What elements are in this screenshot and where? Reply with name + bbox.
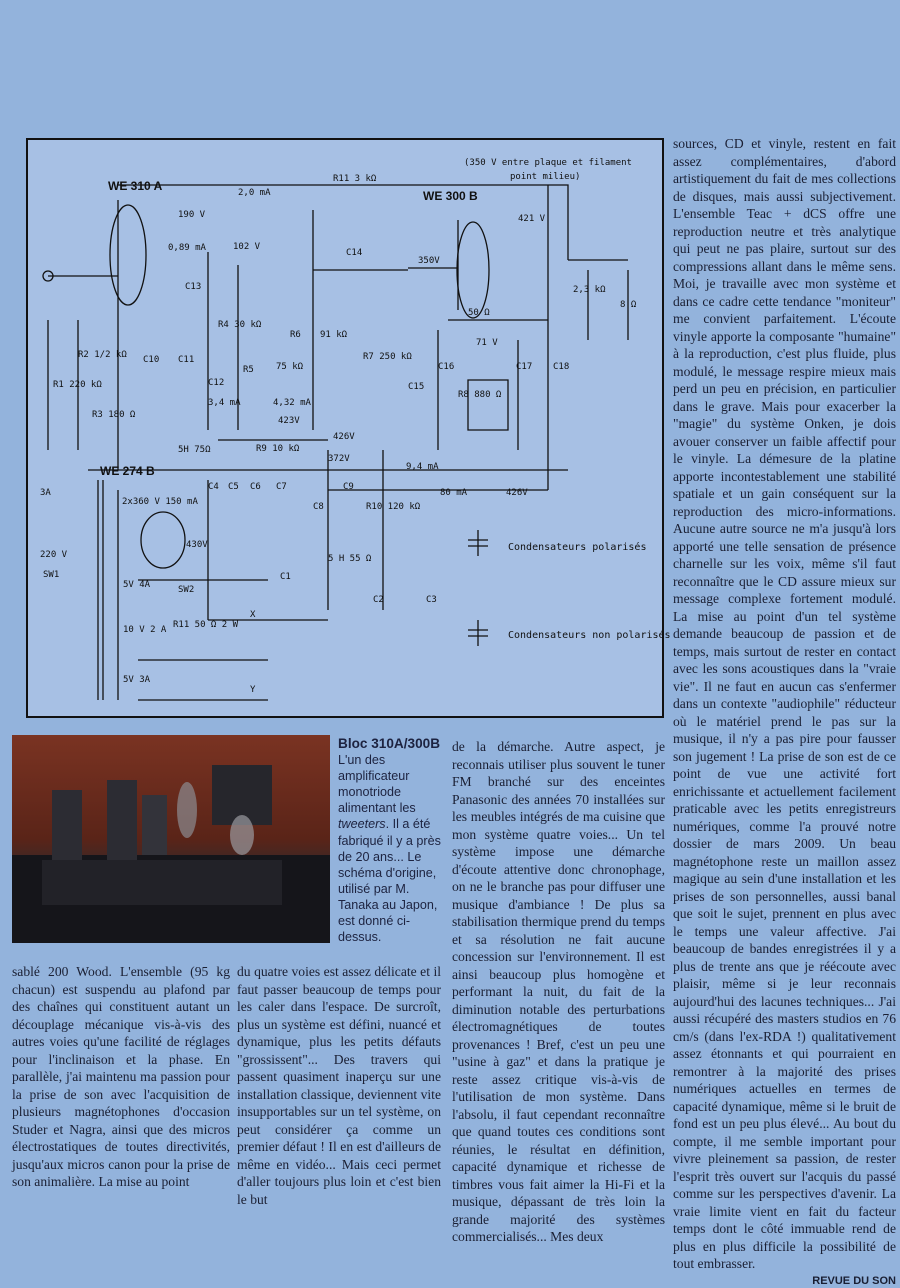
component-label: R11 50 Ω 2 W	[173, 620, 239, 630]
article-column-right	[673, 135, 896, 1273]
voltage-label: 421 V	[518, 214, 546, 224]
caption-italic: tweeters	[338, 817, 386, 832]
voltage-label: 102 V	[233, 242, 261, 252]
article-column-left	[12, 963, 230, 1191]
component-label: R7 250 kΩ	[363, 352, 412, 362]
component-label: SW2	[178, 585, 195, 595]
component-label: C2	[373, 595, 384, 605]
paragraph: du quatre voies est assez délicate et il faut passer beaucoup de temps pour les caler dans l'espace. De surcroît, plus un système est défini, nuancé et dynamique, plus les petits défauts "grossissent"... Des travers qui passent quasiment inaperçu sur une installation classique, deviennent vite insupportables sur un tel système, on peut considérer ça comme un premier défaut ! Il en est d'ailleurs de même en vidéo... Mais ceci permet d'aller toujours plus loin et c'est bien le but	[237, 964, 441, 1207]
current-label: 4,32 mA	[273, 398, 311, 408]
voltage-label: 372V	[328, 454, 350, 464]
component-label: 3A	[40, 488, 51, 498]
component-label: C5	[228, 482, 239, 492]
component-label: C8	[313, 502, 324, 512]
caption-text-end: . Il a été fabriqué il y a près de 20 ans... Le schéma d'origine, utilisé par M. Tanaka au Japon, est donné ci-dessus.	[338, 817, 441, 945]
current-label: 2,0 mA	[238, 188, 271, 198]
voltage-label: 190 V	[178, 210, 206, 220]
component-label: C18	[553, 362, 570, 372]
voltage-label: 426V	[506, 488, 528, 498]
component-label: C12	[208, 378, 225, 388]
component-label: 50 Ω	[468, 308, 490, 318]
component-label: SW1	[43, 570, 60, 580]
amplifier-photo	[12, 735, 330, 943]
article-column-middle	[452, 738, 665, 1246]
component-label: 220 V	[40, 550, 68, 560]
caption-text: L'un des amplificateur monotriode alimentant les	[338, 753, 416, 816]
component-label: 75 kΩ	[276, 362, 304, 372]
legend-nonpolarized: Condensateurs non polarisés	[508, 630, 671, 641]
component-label: 91 kΩ	[320, 330, 348, 340]
component-label: 5V 3A	[123, 675, 151, 685]
schematic-note: (350 V entre plaque et filament	[464, 158, 632, 168]
current-label: 9,4 mA	[406, 462, 439, 472]
paragraph: sablé 200 Wood. L'ensemble (95 kg chacun) est suspendu au plafond par des chaînes qui constituent autant un découplage mécanique vis-à-vis des autres voies qu'une facilité de réglages pour l'inclinaison et la phase. En parallèle, j'ai maintenu ma passion pour la prise de son avec l'acquisition de plusieurs magnétophones d'occasion Studer et Nagra, ainsi que des micros électrostatiques de toutes directivités, jusqu'aux micros canon pour la prise de son animalière. La mise au point	[12, 964, 230, 1189]
component-label: R6	[290, 330, 301, 340]
component-label: C3	[426, 595, 437, 605]
component-label: C7	[276, 482, 287, 492]
component-label: 2,3 kΩ	[573, 285, 606, 295]
component-label: R10 120 kΩ	[366, 502, 421, 512]
paragraph: sources, CD et vinyle, restent en fait assez complémentaires, d'abord artistiquement du fait de mes collections de disques, mais aussi subjectivement. L'ensemble Teac + dCS offre une reproduction neutre et très analytique qui peut ne pas plaire, surtout sur des compressions allant dans le même sens. Moi, je travaille avec mon système et dans ce cadre cette tendance "moniteur" me convient parfaitement. L'écoute vinyle apporte la composante "humaine" à la reproduction, c'est plus fluide, plus modulé, le message respire mieux mais perd un peu en précision, en particulier dans le grave. Mais pour exacerber la "magie" du système Onken, je dois avouer conserver un faible affectif pour le vinyle. La démesure de la platine apporte incontestablement une stabilité spatiale et un gain conséquent sur la reproduction des micro-informations. Aucune autre source ne m'a jusqu'à lors apporté une telle sensation de présence charnelle sur les voix, même s'il faut reconnaître que le CD assure mieux sur message complexe fortement modulé. La mise au point d'un tel système demande beaucoup de passion et de temps, mais surtout de rester en contact avec les sons acoustiques dans la "vraie vie". Il ne faut en aucun cas s'enfermer dans un contexte "audiophile" réducteur où le matériel prend le pas sur la musique, il n'y a pas pire pour fausser son jugement ! La prise de son est de ce point de vue une activité fort enrichissante et actuellement facilement praticable avec les petits enregistreurs numériques, comme l'a prouvé notre dossier de mars 2009. Un beau magnétophone reste un maillon assez magique au sein d'une installation et les prises de son personnelles, aussi banal que soit le sujet, prennent en plus avec le temps une valeur affective. J'ai beaucoup de bandes enregistrées il y a plus de trente ans que je réécoute avec plaisir, même si je leur reconnais aujourd'hui des lacunes techniques... J'ai aussi récupéré des masters studios en 76 cm/s (dans l'ex-RDA !) qualitativement assez étonnants et qui pourraient en remontrer à la majorité des prises numériques actuelles en termes de capacité dynamique, même si le bruit de fond est un peu plus élevé... Au bout du compte, il me semble important pour vivre pleinement sa passion, de rester l'esprit très ouvert sur l'acquis du passé comme sur les perspectives d'avenir. La vraie limite vient en fait du facteur temps dont le côté immuable rend de plus en plus difficile la possibilité de tout embrasser.	[673, 136, 896, 1271]
voltage-label: 350V	[418, 256, 440, 266]
caption-title: Bloc 310A/300B	[338, 736, 441, 751]
component-label: R1 220 kΩ	[53, 380, 102, 390]
component-label: C17	[516, 362, 533, 372]
component-label: C6	[250, 482, 261, 492]
article-column-center	[237, 963, 441, 1208]
tube-label: WE 274 B	[100, 464, 155, 478]
voltage-label: 423V	[278, 416, 300, 426]
schematic-note: point milieu)	[510, 172, 581, 182]
component-label: C15	[408, 382, 425, 392]
component-label: R2 1/2 kΩ	[78, 350, 127, 360]
component-label: C1	[280, 572, 291, 582]
component-label: 2x360 V 150 mA	[122, 497, 198, 507]
component-label: R3 180 Ω	[92, 410, 136, 420]
component-label: 10 V 2 A	[123, 625, 167, 635]
component-label: 8 Ω	[620, 300, 637, 310]
current-label: 80 mA	[440, 488, 468, 498]
tube-label: WE 300 B	[423, 189, 478, 203]
component-label: C4	[208, 482, 219, 492]
magazine-footer: REVUE DU SON	[812, 1275, 896, 1287]
component-label: R9 10 kΩ	[256, 444, 300, 454]
component-label: C9	[343, 482, 354, 492]
component-label: C13	[185, 282, 202, 292]
legend-polarized: Condensateurs polarisés	[508, 542, 647, 553]
component-label: R8 880 Ω	[458, 390, 502, 400]
voltage-label: 426V	[333, 432, 355, 442]
component-label: 5H 75Ω	[178, 445, 211, 455]
voltage-label: 430V	[186, 540, 208, 550]
paragraph: de la démarche. Autre aspect, je reconnais utiliser plus souvent le tuner FM branché sur des enceintes Panasonic des années 70 installées sur les meubles intégrés de ma cuisine que mon système quatre voies... Un tel système impose une démarche d'écoute attentive donc chronophage, on ne le branche pas pour diffuser une musique d'ambiance ! De plus sa stabilisation thermique prend du temps et sa résolution ne fait aucune concession sur l'environnement. Il est ainsi beaucoup plus homogène et performant la nuit, du fait de la diminution notable des perturbations électromagnétiques de toutes provenances ! Bref, c'est un peu une "usine à gaz" et dans la pratique je reste assez critique vis-à-vis de l'utilisation de mon système. Dans l'absolu, il faut cependant reconnaître que quand toutes ces conditions sont réunies, le résultat en définition, capacité dynamique et richesse de timbres vous fait aimer la Hi-Fi et la musique, dépassant de très loin la grande majorité des systèmes commercialisés... Mes deux	[452, 739, 665, 1244]
component-label: R5	[243, 365, 254, 375]
component-label: 5 H 55 Ω	[328, 554, 372, 564]
component-label: Y	[250, 685, 256, 695]
photo-caption	[338, 736, 446, 945]
component-label: R11 3 kΩ	[333, 174, 377, 184]
component-label: C10	[143, 355, 160, 365]
amplifier-illustration	[12, 735, 330, 943]
component-label: C16	[438, 362, 455, 372]
component-label: C11	[178, 355, 195, 365]
current-label: 0,89 mA	[168, 243, 206, 253]
component-label: C14	[346, 248, 363, 258]
tube-label: WE 310 A	[108, 179, 163, 193]
component-label: R4 30 kΩ	[218, 320, 262, 330]
component-label: 5V 4A	[123, 580, 151, 590]
circuit-schematic	[26, 138, 671, 718]
voltage-label: 71 V	[476, 338, 498, 348]
current-label: 3,4 mA	[208, 398, 241, 408]
component-label: X	[250, 610, 256, 620]
